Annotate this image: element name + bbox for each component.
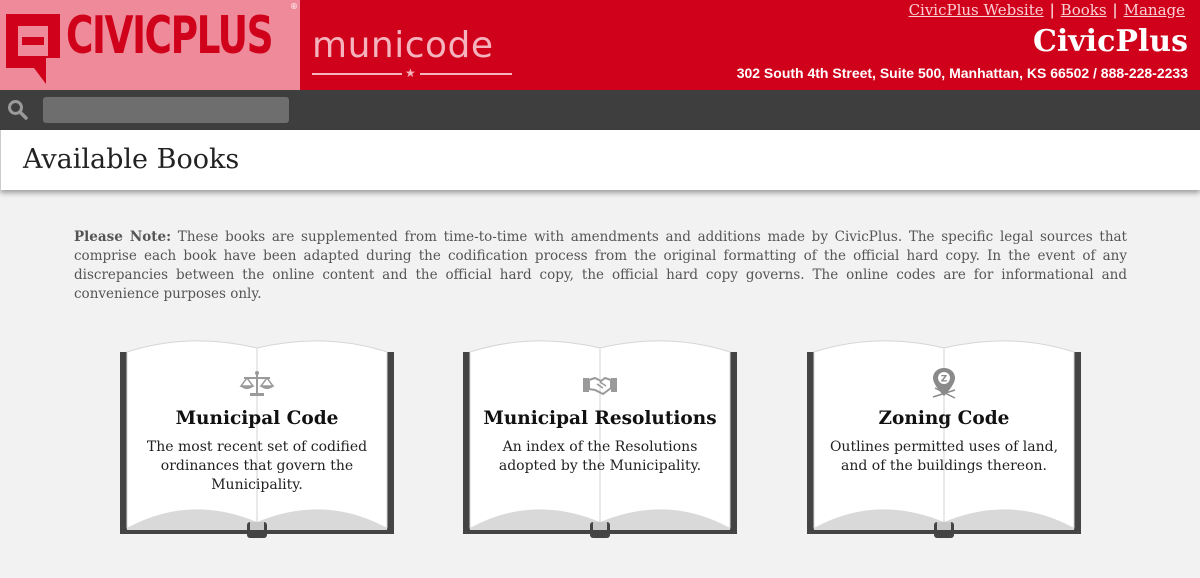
note-text: These books are supplemented from time-to-time with amendments and additions made by CivicPlus. The specific legal sources that comprise each book have been adapted during the codification process from the original formatting of the official hard copy. In the event of any discrepancies between the online content and the official hard copy, the official hard copy governs. The online codes are for informational and convenience purposes only. — [74, 229, 1127, 302]
page-title: Available Books — [23, 144, 240, 175]
civicplus-website-link[interactable]: CivicPlus Website — [908, 1, 1044, 19]
scales-icon — [119, 370, 395, 402]
registered-mark: ® — [290, 2, 298, 11]
client-address: 302 South 4th Street, Suite 500, Manhattan, KS 66502 / 888-228-2233 — [736, 65, 1188, 81]
civicplus-logo-mark-icon — [0, 0, 70, 90]
book-description: Outlines permitted uses of land, and of the buildings thereon. — [829, 439, 1059, 474]
search-input[interactable] — [43, 97, 289, 123]
book-municipal-resolutions[interactable] — [462, 336, 738, 538]
top-nav — [909, 1, 1185, 19]
civicplus-logo[interactable] — [0, 0, 300, 90]
book-title[interactable]: Municipal Code — [175, 408, 339, 429]
link-separator: | — [1112, 1, 1118, 19]
star-icon: ★ — [405, 66, 416, 80]
divider — [420, 73, 512, 75]
open-book-icon — [462, 336, 738, 538]
logo-wordmark: CIVICPLUS — [66, 6, 273, 66]
open-book-icon — [119, 336, 395, 538]
handshake-icon — [462, 370, 738, 402]
disclaimer-note — [74, 228, 1127, 304]
divider — [312, 73, 402, 75]
book-municipal-code[interactable] — [119, 336, 395, 538]
map-pin-icon — [806, 366, 1082, 404]
svg-text:Z: Z — [940, 374, 948, 385]
book-title[interactable]: Municipal Resolutions — [483, 408, 717, 429]
municode-wordmark: municode — [312, 25, 494, 66]
books-link[interactable]: Books — [1060, 1, 1107, 19]
link-separator: | — [1049, 1, 1055, 19]
page-header — [0, 130, 1200, 190]
book-description: An index of the Resolutions adopted by the Municipality. — [498, 439, 702, 474]
book-description: The most recent set of codified ordinances that govern the Municipality. — [146, 439, 368, 493]
book-title[interactable]: Zoning Code — [878, 408, 1010, 429]
book-zoning-code[interactable] — [806, 336, 1082, 538]
site-header — [0, 0, 1200, 90]
search-bar — [0, 90, 1200, 130]
manage-link[interactable]: Manage — [1123, 1, 1185, 19]
note-label: Please Note: — [74, 229, 172, 245]
search-icon[interactable] — [7, 99, 29, 121]
client-name: CivicPlus — [1032, 24, 1188, 59]
municode-logo[interactable] — [312, 25, 512, 80]
